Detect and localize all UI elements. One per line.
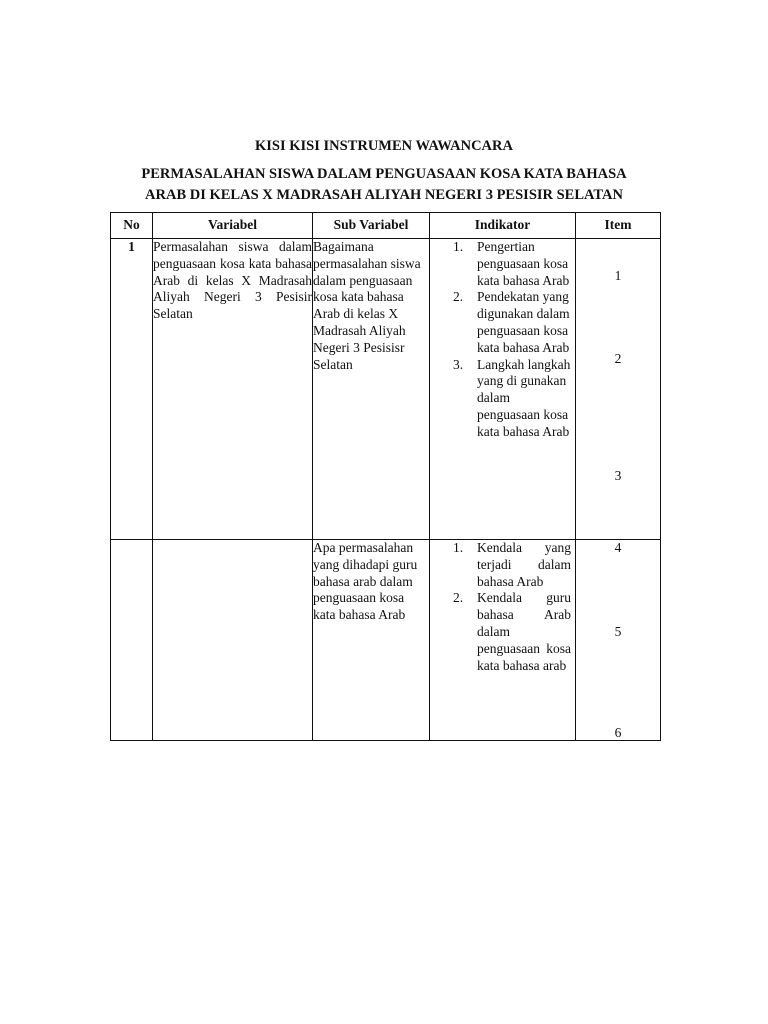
indikator-text: Kendala guru bahasa Arab dalam penguasaan kosa kata bahasa arab — [477, 590, 571, 673]
indikator-text: Pengertian penguasaan kosa kata bahasa Arab — [477, 239, 570, 288]
indikator-text: Langkah langkah yang di gunakan dalam penguasaan kosa kata bahasa Arab — [477, 356, 571, 439]
variabel-cell — [153, 540, 313, 741]
header-item: Item — [576, 213, 661, 239]
header-variabel: Variabel — [153, 213, 313, 239]
document-subtitle-line-1: PERMASALAHAN SISWA DALAM PENGUASAAN KOSA KATA BAHASA — [141, 166, 627, 182]
table-row — [111, 239, 661, 540]
table-header-row — [111, 213, 661, 239]
indikator-list — [430, 540, 571, 674]
indikator-item — [430, 289, 571, 356]
item-cell — [576, 239, 661, 540]
table-row — [111, 540, 661, 741]
item-number: 6 — [614, 725, 622, 740]
row-number — [111, 540, 153, 741]
indikator-number: 2. — [453, 289, 464, 305]
sub-variabel-cell: Apa permasalahan yang dihadapi guru bahasa arab dalam penguasaan kosa kata bahasa Arab — [313, 540, 430, 741]
item-number: 5 — [614, 624, 622, 639]
indikator-item — [430, 540, 571, 590]
indikator-cell — [430, 540, 576, 741]
item-number: 1 — [614, 268, 622, 283]
indikator-item — [430, 590, 571, 674]
indikator-item — [430, 357, 571, 441]
row-number: 1 — [111, 239, 153, 540]
indikator-item — [430, 239, 571, 289]
sub-variabel-cell: Bagaimana permasalahan siswa dalam penguasaan kosa kata bahasa Arab di kelas X Madrasah Aliyah Negeri 3 Pesisisr Selatan — [313, 239, 430, 540]
item-number: 2 — [614, 351, 622, 366]
item-number: 4 — [614, 540, 622, 555]
indikator-list — [430, 239, 571, 441]
indikator-number: 2. — [453, 590, 464, 606]
indikator-text: Pendekatan yang digunakan dalam penguasaan kosa kata bahasa Arab — [477, 289, 570, 355]
document-title: KISI KISI INSTRUMEN WAWANCARA — [255, 138, 513, 154]
document-subtitle-line-2: ARAB DI KELAS X MADRASAH ALIYAH NEGERI 3 PESISIR SELATAN — [145, 187, 623, 203]
header-no: No — [111, 213, 153, 239]
header-sub-variabel: Sub Variabel — [313, 213, 430, 239]
indikator-number: 1. — [453, 540, 464, 555]
indikator-text: Kendala yang terjadi dalam bahasa Arab — [477, 540, 571, 589]
item-cell — [576, 540, 661, 741]
instrument-table — [110, 212, 661, 741]
variabel-cell: Permasalahan siswa dalam penguasaan kosa kata bahasa Arab di kelas X Madrasah Aliyah Negeri 3 Pesisir Selatan — [153, 239, 313, 540]
indikator-number: 1. — [453, 239, 464, 254]
item-number: 3 — [614, 468, 622, 483]
header-indikator: Indikator — [430, 213, 576, 239]
indikator-number: 3. — [453, 356, 464, 372]
indikator-cell — [430, 239, 576, 540]
